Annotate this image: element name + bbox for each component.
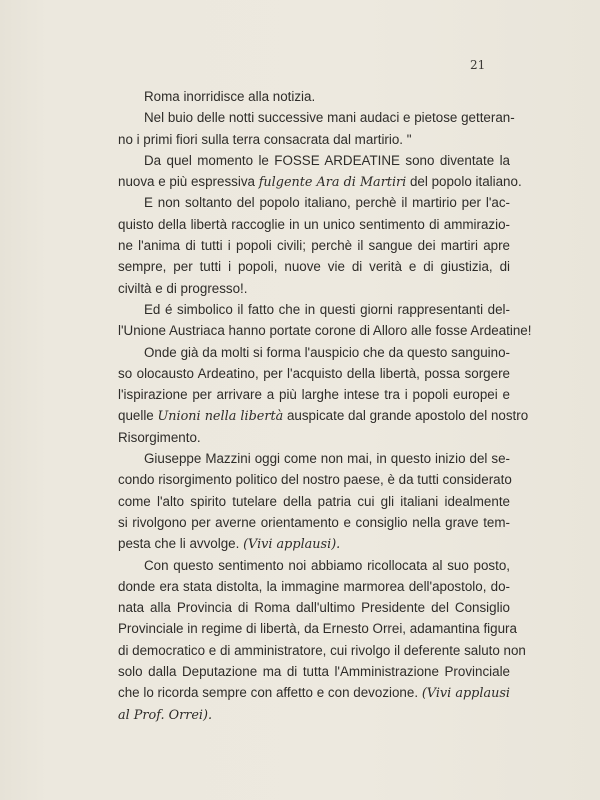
text-span: nuova e più espressiva: [118, 174, 259, 190]
italic-span: (Vivi applausi: [421, 686, 510, 702]
text-line: so olocausto Ardeatino, per l'acquisto della libertà, possa sorgere: [118, 365, 510, 381]
text-line: solo dalla Deputazione ma di tutta l'Amministrazione Provinciale: [118, 664, 510, 680]
page-number: 21: [470, 58, 486, 72]
text-line: Roma inorridisce alla notizia.: [144, 89, 316, 104]
text-line: come l'alto spirito tutelare della patria cui gli italiani idealmente: [118, 493, 510, 509]
text-line: Giuseppe Mazzini oggi come non mai, in questo inizio del se-: [144, 451, 510, 467]
text-span: pesta che li avvolge.: [118, 536, 244, 552]
italic-span: fulgente Ara di Martiri: [258, 175, 407, 191]
text-span: del popolo italiano.: [406, 174, 522, 190]
italic-span: Unioni nella libertà: [157, 409, 284, 425]
text-line: Risorgimento.: [118, 429, 201, 445]
text-line: [118, 682, 510, 703]
text-line: Con questo sentimento noi abbiamo ricollocata al suo posto,: [144, 557, 510, 573]
text-line: Ed é simbolico il fatto che in questi giorni rappresentanti del-: [144, 301, 510, 317]
text-line: ne l'anima di tutti i popoli civili; perchè il sangue dei martiri apre: [118, 238, 510, 254]
text-line: no i primi fiori sulla terra consacrata dal martirio. ": [118, 131, 412, 147]
text-line: l'Unione Austriaca hanno portate corone di Alloro alle fosse Ardeatine!: [118, 323, 532, 339]
text-line: condo risorgimento politico del nostro paese, è da tutti considerato: [118, 472, 512, 488]
text-line: sempre, per tutti i popoli, nuove vie di verità e di giustizia, di: [118, 259, 510, 275]
text-line: [118, 171, 522, 192]
text-span: che lo ricorda sempre con affetto e con devozione.: [118, 685, 422, 701]
text-line: nata alla Provincia di Roma dall'ultimo Presidente del Consiglio: [118, 600, 510, 616]
body-text: [118, 86, 532, 725]
text-line: [118, 405, 529, 426]
text-line: Nel buio delle notti successive mani audaci e pietose getteran-: [144, 110, 515, 126]
text-line: Da quel momento le FOSSE ARDEATINE sono diventate la: [144, 152, 510, 168]
text-line: Provinciale in regime di libertà, da Ernesto Orrei, adamantina figura: [118, 621, 517, 637]
text-line: di democratico e di amministratore, cui rivolgo il deferente saluto non: [118, 642, 526, 658]
italic-span: (Vivi applausi).: [243, 537, 341, 553]
text-line: [118, 704, 510, 725]
text-line: quisto della libertà raccoglie in un unico sentimento di ammirazio-: [118, 216, 510, 232]
text-line: [118, 533, 510, 554]
text-span: auspicate dal grande apostolo del nostro: [283, 408, 529, 424]
text-line: Onde già da molti si forma l'auspicio che da questo sanguino-: [144, 344, 510, 360]
text-line: E non soltanto del popolo italiano, perchè il martirio per l'ac-: [144, 195, 510, 211]
italic-span: al Prof. Orrei).: [118, 707, 213, 723]
text-line: l'ispirazione per arrivare a più larghe intese tra i popoli europei e: [118, 387, 510, 403]
text-line: donde era stata distolta, la immagine marmorea dell'apostolo, do-: [118, 578, 510, 594]
text-line: si rivolgono per averne orientamento e consiglio nella grave tem-: [118, 514, 510, 530]
text-span: quelle: [118, 408, 158, 424]
text-line: civiltà e di progresso!.: [118, 280, 248, 296]
